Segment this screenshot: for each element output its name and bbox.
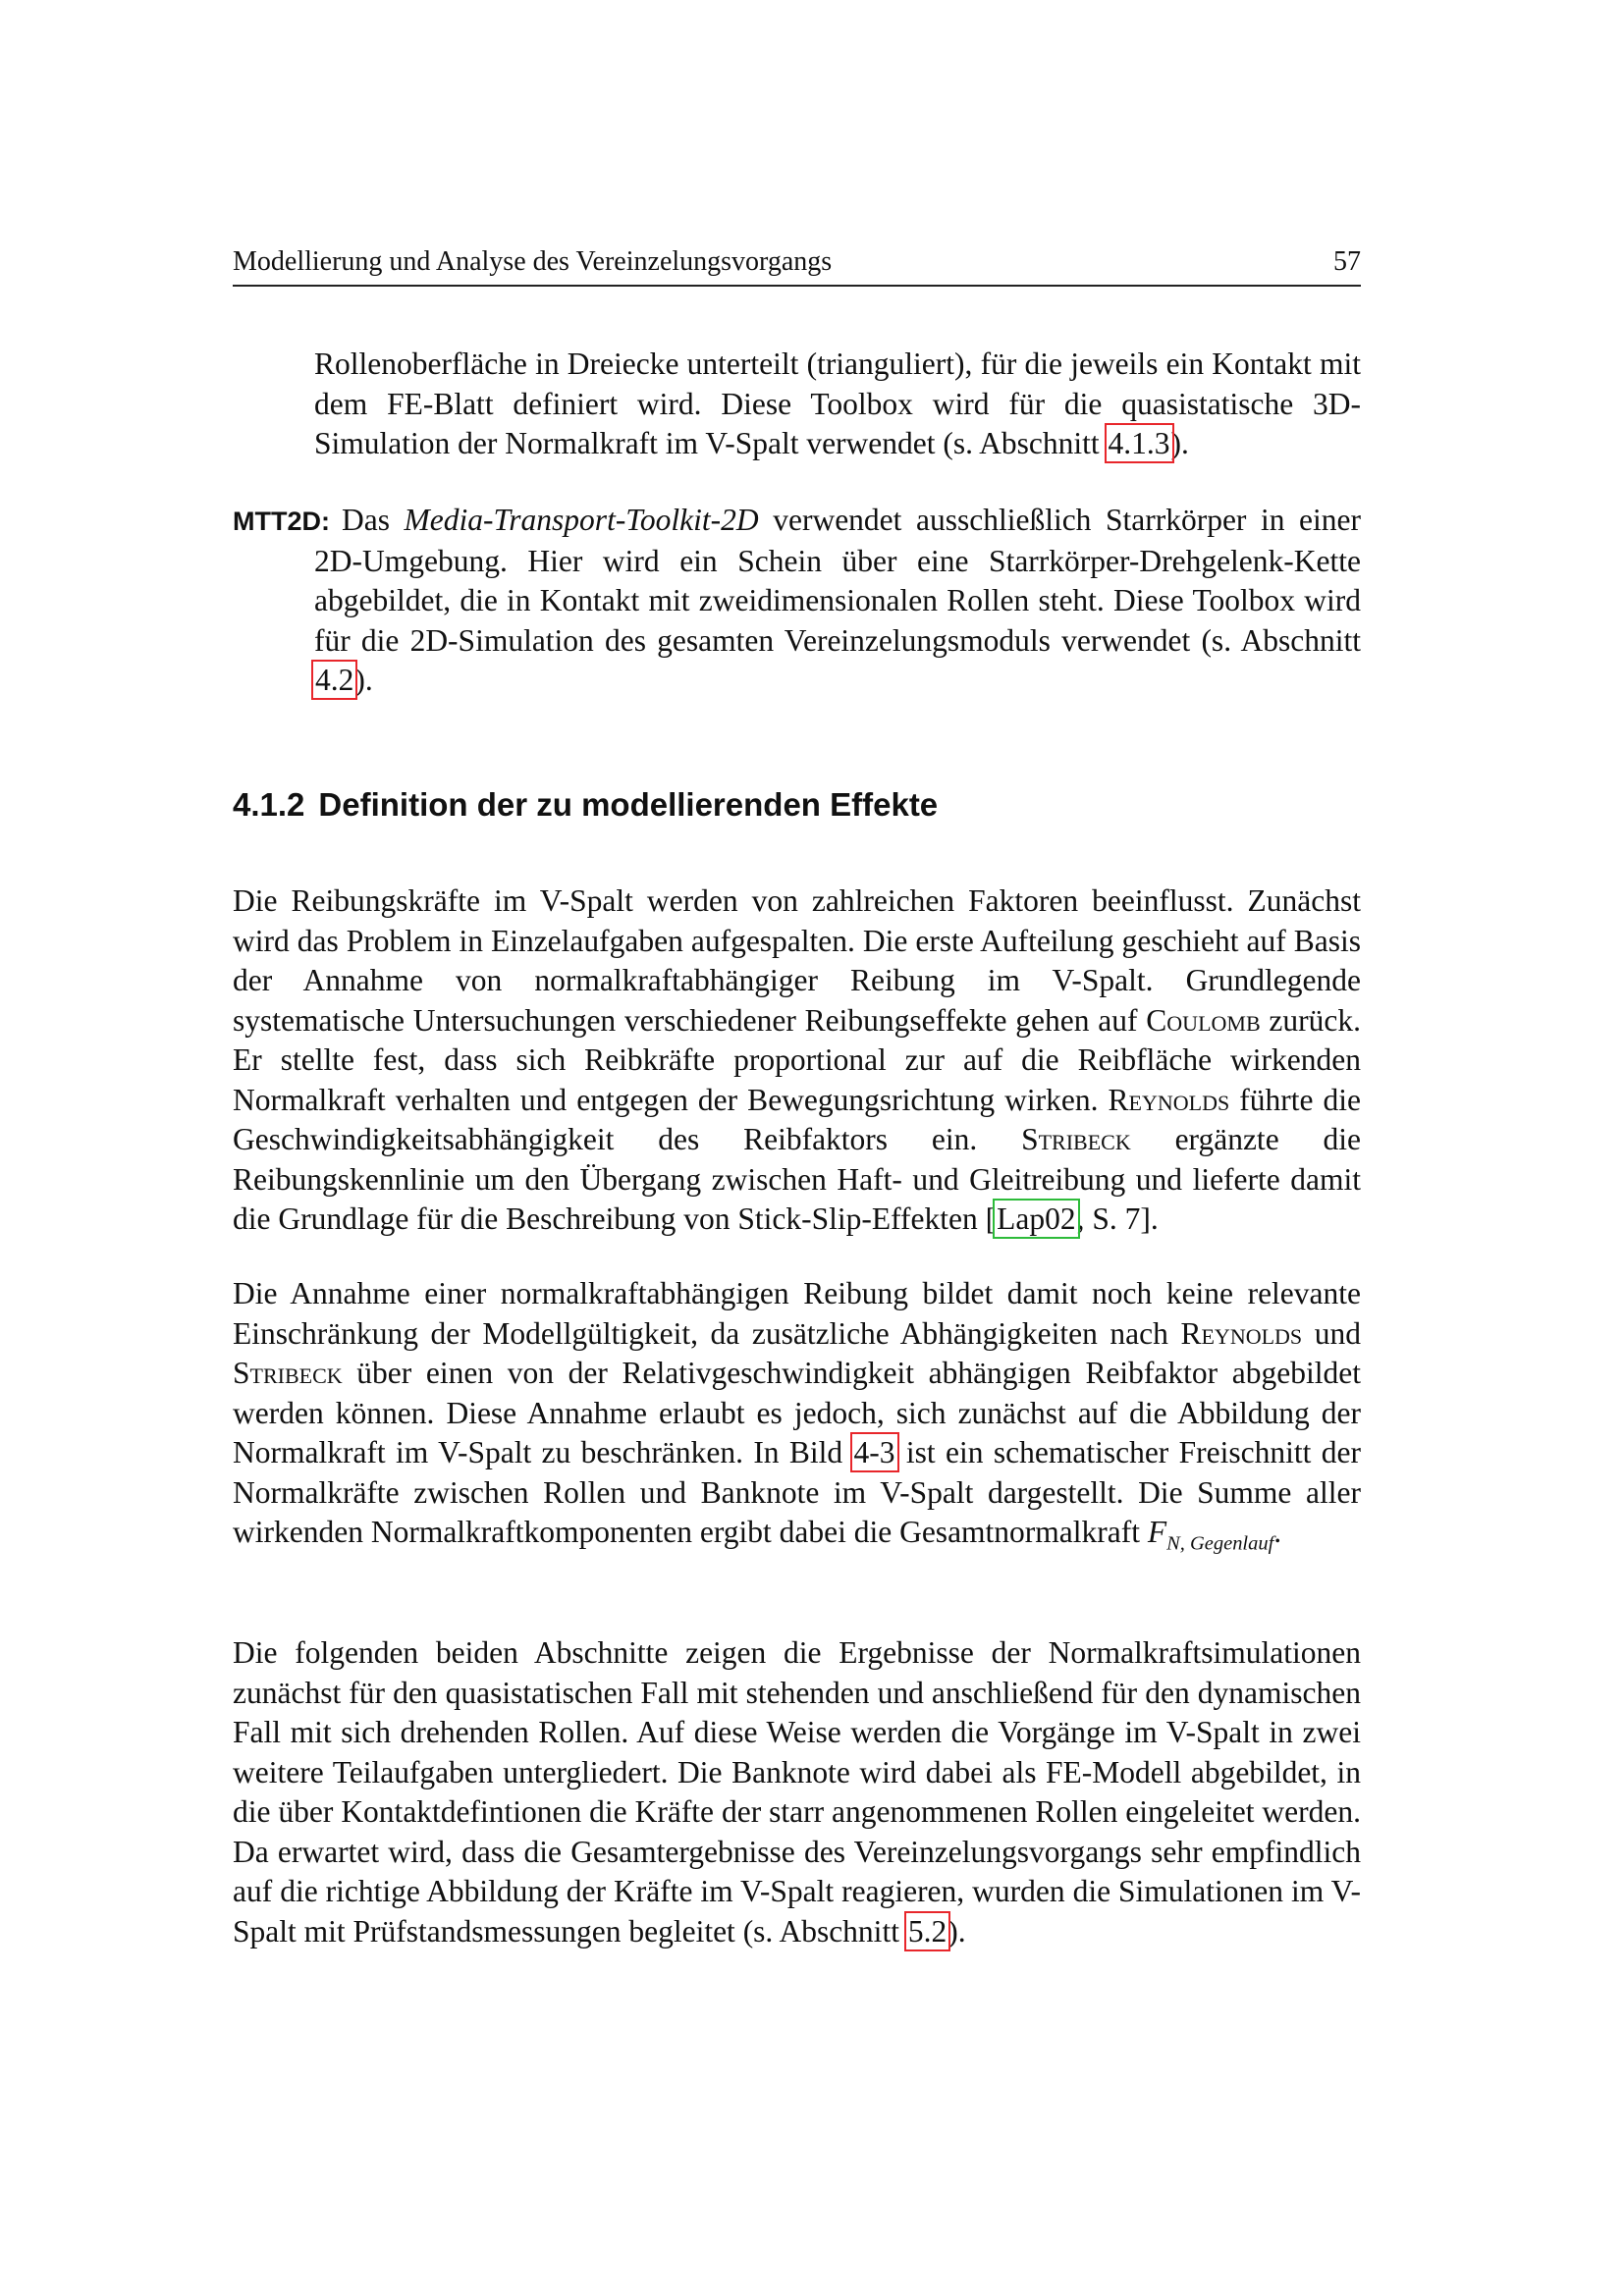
body-paragraph-2 [233, 1274, 1361, 1564]
section-ref-link[interactable]: 4.1.3 [1108, 426, 1170, 460]
running-header [233, 245, 1361, 287]
definition-item-mtt2d [233, 501, 1361, 701]
paragraph-text: Die Annahme einer normalkraftabhängigen Reibung bildet damit noch keine relevante Einschränkung der Modellgültigkeit, da zusätzliche Abhängigkeiten nach [233, 1276, 1361, 1351]
section-number: 4.1.2 [233, 786, 305, 823]
paragraph-text: Die Reibungskräfte im V-Spalt werden von zahlreichen Faktoren beeinflusst. Zunächst wird das Problem in Einzelaufgaben aufgespalten. Die erste Aufteilung geschieht auf Basis der Annahme von normalkraftabhängiger Reibung im V-Spalt. Grundlegende systematische Untersuchungen verschiedener Reibungseffekte gehen auf [233, 883, 1361, 1038]
paragraph-text: führte die Geschwindigkeitsabhängigkeit des Reibfaktors ein. [233, 1082, 1361, 1156]
name-stribeck: Stribeck [1021, 1122, 1131, 1156]
section-title: Definition der zu modellierenden Effekte [318, 786, 939, 823]
name-coulomb: Coulomb [1146, 1002, 1261, 1038]
section-ref-link[interactable]: 4.2 [315, 663, 354, 697]
continuation-text-end: ). [1170, 426, 1189, 460]
paragraph-text: . [1273, 1515, 1282, 1549]
name-reynolds: Reynolds [1108, 1082, 1230, 1117]
definition-text-end: ). [354, 663, 373, 697]
definition-term: MTT2D: [233, 507, 330, 536]
section-ref-link[interactable]: 5.2 [907, 1913, 947, 1949]
body-paragraph-3 [233, 1633, 1361, 1951]
paragraph-text: ergänzte die Reibungskennlinie um den Übergang zwischen Haft- und Gleitreibung und lieferte damit die Grundlage für die Beschreibung von Stick-Slip-Effekten [ [233, 1122, 1361, 1236]
math-subscript: N, Gegenlauf [1166, 1532, 1274, 1555]
paragraph-text: ist ein schematischer Freischnitt der Normalkräfte zwischen Rollen und Banknote im V-Spalt dargestellt. Die Summe aller wirkenden Normalkraftkomponenten ergibt dabei die Gesamtnormalkraft [233, 1435, 1361, 1549]
paragraph-text: ). [947, 1913, 966, 1949]
section-heading [233, 785, 1361, 825]
paragraph-text: über einen von der Relativgeschwindigkeit abhängigen Reibfaktor abgebildet werden können. Diese Annahme erlaubt es jedoch, sich zunächst auf die Abbildung der Normalkraft im V-Spalt zu beschränken. In Bild [233, 1356, 1361, 1469]
name-stribeck: Stribeck [233, 1356, 343, 1390]
name-reynolds: Reynolds [1180, 1315, 1303, 1351]
math-main: F [1147, 1515, 1167, 1549]
continuation-paragraph [314, 345, 1361, 464]
definition-text: Das [341, 503, 405, 537]
paragraph-text: , S. 7]. [1076, 1201, 1159, 1236]
page-number: 57 [1333, 246, 1361, 277]
definition-italic-name: Media-Transport-Toolkit-2D [404, 503, 759, 537]
definition-text-2: verwendet ausschließlich Starrkörper in einer 2D-Umgebung. Hier wird ein Schein über eine Starrkörper-Drehgelenk-Kette abgebildet, die in Kontakt mit zweidimensionalen Rollen steht. Diese Toolbox wird für die 2D-Simulation des gesamten Vereinzelungsmoduls verwendet (s. Abschnitt [314, 503, 1362, 658]
citation-link[interactable]: Lap02 [997, 1201, 1076, 1236]
figure-ref-link[interactable]: 4-3 [853, 1435, 895, 1469]
paragraph-text: und [1302, 1315, 1362, 1351]
paragraph-text: zurück. Er stellte fest, dass sich Reibkräfte proportional zur auf die Reibfläche wirkenden Normalkraft verhalten und entgegen der Bewegungsrichtung wirken. [233, 1002, 1361, 1117]
body-paragraph-1 [233, 881, 1361, 1240]
math-symbol [1147, 1515, 1274, 1555]
paragraph-text: Die folgenden beiden Abschnitte zeigen die Ergebnisse der Normalkraftsimulationen zunächst für den quasistatischen Fall mit stehenden und anschließend für den dynamischen Fall mit sich drehenden Rollen. Auf diese Weise werden die Vorgänge im V-Spalt in zwei weitere Teilaufgaben untergliedert. Die Banknote wird dabei als FE-Modell abgebildet, in die über Kontaktdefintionen die Kräfte der starr angenommenen Rollen eingeleitet werden. Da erwartet wird, dass die Gesamtergebnisse des Vereinzelungsvorgangs sehr empfindlich auf die richtige Abbildung der Kräfte im V-Spalt reagieren, wurden die Simulationen im V-Spalt mit Prüfstandsmessungen begleitet (s. Abschnitt [233, 1635, 1361, 1949]
continuation-text: Rollenoberfläche in Dreiecke unterteilt (trianguliert), für die jeweils ein Kontakt mit dem FE-Blatt definiert wird. Diese Toolbox wird für die quasistatische 3D-Simulation der Normalkraft im V-Spalt verwendet (s. Abschnitt [314, 347, 1361, 460]
header-title: Modellierung und Analyse des Vereinzelungsvorgangs [233, 246, 833, 277]
